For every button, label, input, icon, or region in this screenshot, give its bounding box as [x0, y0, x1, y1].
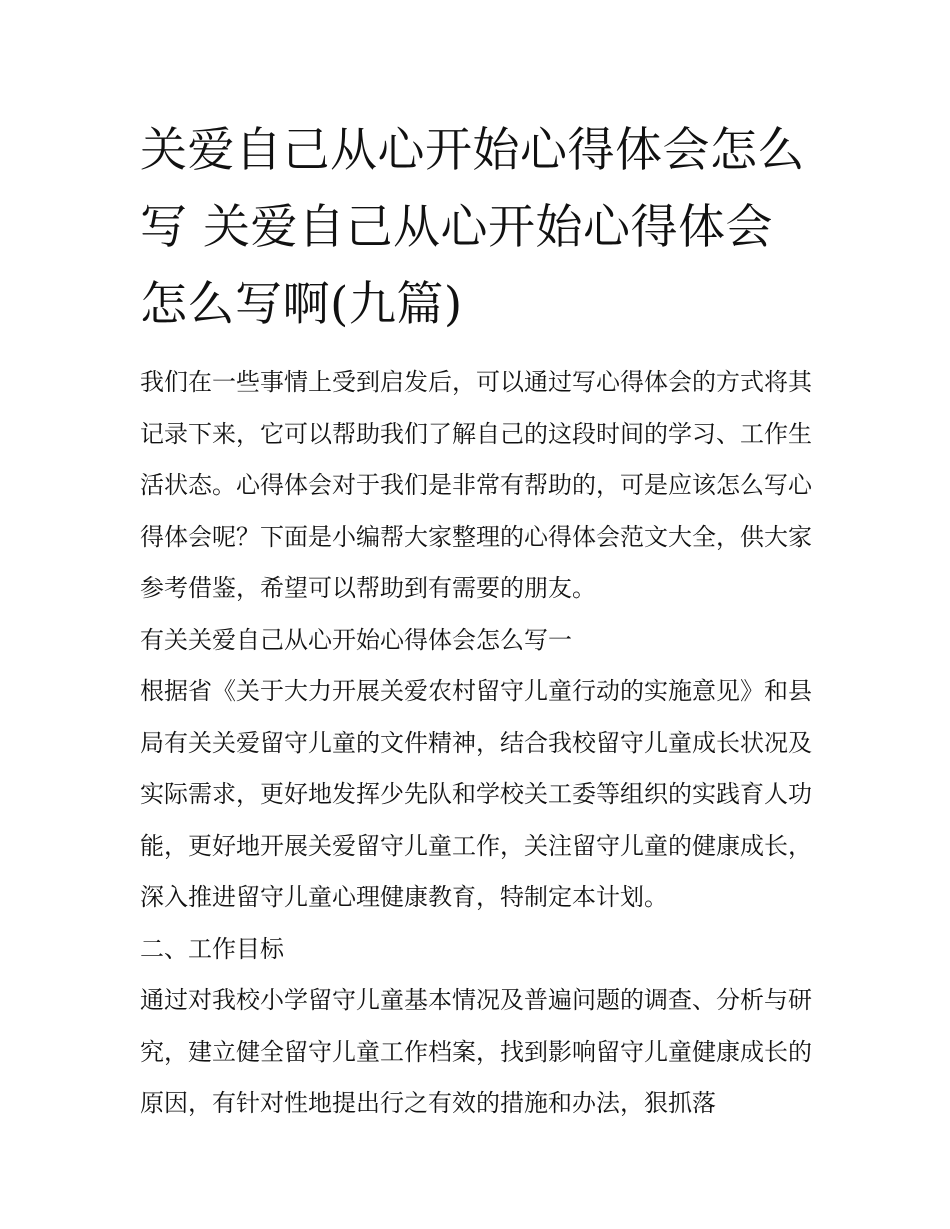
document-title: 关爱自己从心开始心得体会怎么写 关爱自己从心开始心得体会怎么写啊(九篇): [140, 123, 805, 332]
section-heading-goals: 二、工作目标: [140, 934, 284, 963]
document-content: [140, 112, 812, 1130]
background-paragraph: 根据省《关于大力开展关爱农村留守儿童行动的实施意见》和县局有关关爱留守儿童的文件精神，结合我校留守儿童成长状况及实际需求，更好地发挥少先队和学校关工委等组织的实践育人功能，更好地开展关爱留守儿童工作，关注留守儿童的健康成长，深入推进留守儿童心理健康教育，特制定本计划。: [140, 677, 812, 911]
intro-paragraph: 我们在一些事情上受到启发后，可以通过写心得体会的方式将其记录下来，它可以帮助我们了解自己的这段时间的学习、工作生活状态。心得体会对于我们是非常有帮助的，可是应该怎么写心得体会呢？下面是小编帮大家整理的心得体会范文大全，供大家参考借鉴，希望可以帮助到有需要的朋友。: [140, 368, 812, 602]
section-heading-one: 有关关爱自己从心开始心得体会怎么写一: [140, 625, 572, 654]
goals-paragraph: 通过对我校小学留守儿童基本情况及普遍问题的调查、分析与研究，建立健全留守儿童工作档案，找到影响留守儿童健康成长的原因，有针对性地提出行之有效的措施和办法，狠抓落: [140, 986, 812, 1117]
